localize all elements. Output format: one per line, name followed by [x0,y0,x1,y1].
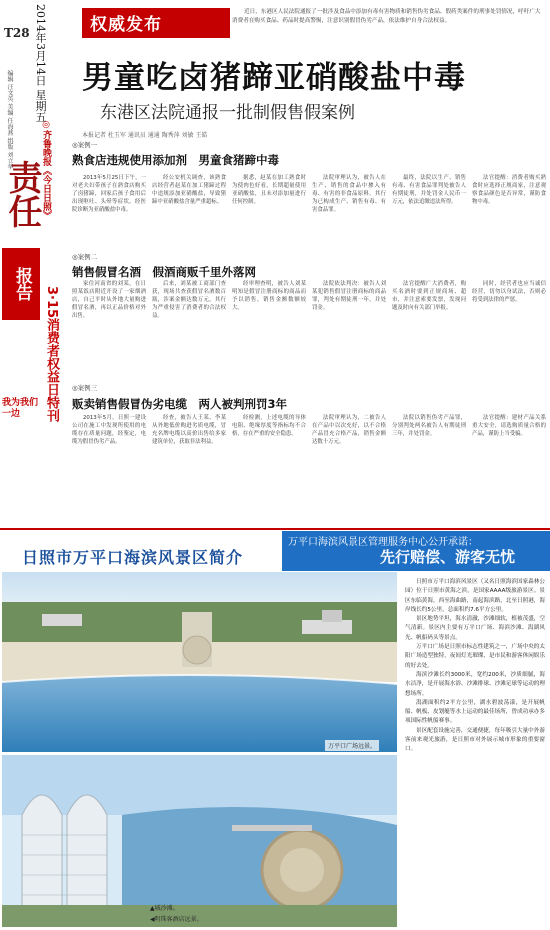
promise-slogan: 先行赔偿、游客无忧 [380,548,516,566]
paragraph: 景区地势平坦，海水清澈，沙滩细软，植被茂盛，空气清新。景区内主要有万平口广场、海滨沙滩、潟湖风光、帆船码头等景点。 [405,616,545,641]
photo-caption: ◀明珠客酒店远景。 [150,916,203,923]
banner-label: 权威发布 [90,15,162,35]
headline: 男童吃卤猪蹄亚硝酸盐中毒 [82,60,466,96]
issue-date: 2014年3月14日 星期五 [34,4,47,123]
column: 法院审理认为，被告人在生产、销售的食品中掺入有毒、有害的非食品原料，其行为已构成生产、销售有毒、有害食品罪。 [312,175,386,213]
intro-paragraph: 近日，东港区人民法院通报了一批涉及食品中添加有毒有害物质和销售伪劣食品、假药类案件的刑事处罚情况，呼吁广大消费者在购买食品、药品时提高警惕，注意识别假冒伪劣产品，依法维护自身合法权益。 [232,9,541,24]
column: 最终，法院以生产、销售有毒、有害食品罪判处被告人有期徒刑，并处罚金人民币一万元，依法追缴违法所得。 [392,175,466,205]
scenic-area-intro-text [405,578,545,755]
case-label: ◎案例一 [72,141,98,149]
column: 后来，刘某被工商部门查获，现场共查获假冒名酒数百瓶，涉案金额达数万元，其行为严重侵害了消费者的合法权益。 [152,281,226,319]
column: 经审理查明，被告人刘某明知是假冒注册商标的商品而予以销售，销售金额数额较大。 [232,281,306,311]
paragraph: 日照市万平口海滨风景区（又名日照海滨国家森林公园）位于日照市黄海之滨，是国家AAAA级旅游景区。景区东临黄海，西至海曲路，南起海滨路，北至日照港，海岸线长约5公里，总面积约7.6平方公里。 [405,579,545,613]
paragraph: 海滨沙滩长约3000米，宽约200米，沙质细腻，海水洁净，是开展海水浴、沙滩排球、沙滩足球等运动的理想场所。 [405,671,545,697]
promise-text: 万平口海滨风景区管理服务中心公开承诺： [288,537,478,548]
column-logo: 我为我们一边 [2,398,39,419]
scenic-area-title: 日照市万平口海滨风景区简介 [22,548,244,567]
case-body [72,414,546,524]
subheadline: 东港区法院通报一批制假售假案例 [100,103,355,123]
column: 家住河南省的刘某，在日照某饭店附近开设了一家烟酒店，自己平时从外地大量购进假冒名酒，再以正品价格对外出售。 [72,281,146,319]
byline: 本报记者 杜玉军 通讯员 通通 陶秀萍 刘敏 王皓 [82,132,208,139]
paper-name: ◎齐鲁晚报《今日日照》 [41,120,51,220]
aerial-photo-wanpingkou [2,572,397,752]
paragraph: 潟湖面积约2平方公里，湖水碧波荡漾，是开展帆船、帆板、皮划艇等水上运动的最佳场所，曾成功承办多项国际性帆船赛事。 [405,699,545,725]
column: 法官提醒：消费者购买熟食时应选择正规商家，注意观察食品颜色是否异常，谨防食物中毒。 [472,175,546,205]
paragraph: 景区配套设施完善，交通便捷，每年吸引大量中外游客前来观光旅游，是日照市对外展示城市形象的重要窗口。 [405,727,545,753]
case-label: ◎案例二 [72,253,98,261]
column: 经查，被告人王某、李某从外地低价购进劣质电缆，冒充名牌电缆以高价出售给多家建筑单位，获取非法利益。 [152,415,226,445]
paragraph: 万平口广场是日照市标志性建筑之一，广场中央的太阳广场造型独特，夜间灯光璀璨，是市民和游客休闲娱乐的好去处。 [405,644,545,669]
case-title: 贩卖销售假冒伪劣电缆 两人被判刑罚3年 [72,397,287,411]
case-body [72,280,546,384]
column: 2013年5月25日下午，一对老夫妇带孩子在熟食店购买了卤猪蹄，回家后孩子食用后出现呕吐、头晕等症状，经医院诊断为亚硝酸盐中毒。 [72,175,146,213]
case-title: 销售假冒名酒 假酒商贩千里外落网 [72,265,256,279]
column: 经公安机关调查，该熟食店经营者赵某在加工猪蹄过程中违规添加亚硝酸盐，导致猪蹄中亚硝酸盐含量严重超标。 [152,175,226,205]
column: 经检测，上述电缆的导体电阻、绝缘厚度等指标均不合格，存在严重的安全隐患。 [232,415,306,437]
case-label: ◎案例三 [72,384,98,392]
column: 法院审理认为，二被告人在产品中以次充好，以不合格产品冒充合格产品，销售金额达数十万元。 [312,415,386,445]
photo-caption: 万平口广场远景。 [325,740,379,751]
case-body [72,174,546,254]
section-title-zeren: 责任 [2,160,42,228]
photo-caption: ▲城沙滩。 [150,905,179,912]
section-title-baogao: 报告 [2,248,40,320]
special-edition-label: 3·15消费者权益日特刊 [44,286,59,423]
column: 法院依法判决：被告人刘某犯销售假冒注册商标的商品罪，判处有期徒刑一年，并处罚金。 [312,281,386,311]
page-number: T28 [4,26,30,40]
column: 法院以销售伪劣产品罪，分别判处两名被告人有期徒刑三年，并处罚金。 [392,415,466,437]
section-divider [0,528,550,530]
case-title: 熟食店违规使用添加剂 男童食猪蹄中毒 [72,153,279,167]
column: 2013年5月，日照一建设公司在施工中发现所使用的电缆存在质量问题，经鉴定，电缆为假冒伪劣产品。 [72,415,146,445]
column: 法官提醒：建材产品关系重大安全，请选购质量合格的产品，谨防上当受骗。 [472,415,546,437]
column: 同时，经营者也应当诚信经营，切勿以身试法，否则必将受到法律的严惩。 [472,281,546,303]
column: 据悉，赵某在加工熟食时为使肉色好看，长期超量使用亚硝酸盐，且未对添加量进行任何控制。 [232,175,306,205]
column: 法官提醒广大消费者，购买名酒时要到正规商场、超市，并注意索要发票，发现问题及时向有关部门举报。 [392,281,466,311]
editor-notes: 编辑 汪文英 美编 任海燕 组版 刘立华 [6,70,13,170]
photo-harbor-hotel [2,755,397,927]
